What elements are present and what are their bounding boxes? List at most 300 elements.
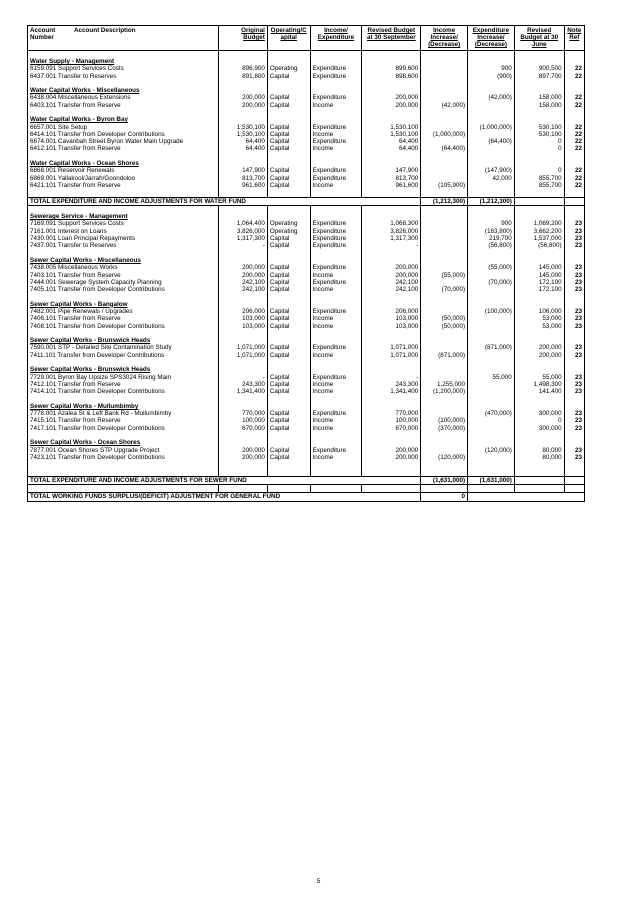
revised-budget-june: 855,700 <box>514 182 564 189</box>
header-income-expenditure: Income/ Expenditure <box>310 26 362 51</box>
income-expenditure: Expenditure <box>310 264 362 271</box>
table-row <box>28 381 585 388</box>
note-ref: 23 <box>564 279 584 286</box>
expenditure-change <box>468 352 515 359</box>
operating-capital: Capital <box>267 388 310 395</box>
sewer-total-income: (1,631,000) <box>421 476 468 484</box>
operating-capital: Capital <box>267 167 310 174</box>
empty-cell <box>421 87 468 94</box>
revised-budget-september: 64,400 <box>362 145 421 152</box>
income-change: (55,000) <box>421 272 468 279</box>
note-ref: 23 <box>564 410 584 417</box>
revised-budget-june: 80,000 <box>514 447 564 454</box>
header-account-description: Account Description <box>74 27 136 34</box>
operating-capital: Capital <box>267 279 310 286</box>
expenditure-change: 219,700 <box>468 235 515 242</box>
empty-cell <box>514 403 564 410</box>
empty-cell <box>362 116 421 123</box>
operating-capital: Capital <box>267 138 310 145</box>
income-expenditure: Expenditure <box>310 138 362 145</box>
section-title: Sewer Capital Works - Miscellaneous <box>28 257 219 264</box>
account-description: 7444.001 Sewerage System Capacity Planning <box>28 279 219 286</box>
income-change <box>421 138 468 145</box>
income-expenditure: Expenditure <box>310 73 362 80</box>
income-expenditure: Income <box>310 272 362 279</box>
header-operating-capital: Operating/Capital <box>267 26 310 51</box>
section-title: Sewer Capital Works - Mullumbimby <box>28 403 219 410</box>
water-total-section <box>28 197 585 205</box>
table-row <box>28 454 585 461</box>
original-budget: 64,400 <box>219 138 268 145</box>
revised-budget-june: (56,800) <box>514 242 564 249</box>
operating-capital: Operating <box>267 220 310 227</box>
empty-cell <box>310 366 362 373</box>
income-change: (100,000) <box>421 417 468 424</box>
operating-capital: Capital <box>267 447 310 454</box>
revised-budget-june: 53,000 <box>514 315 564 322</box>
note-ref: 23 <box>564 323 584 330</box>
revised-budget-june: 106,000 <box>514 308 564 315</box>
note-ref: 23 <box>564 344 584 351</box>
income-change <box>421 279 468 286</box>
operating-capital: Capital <box>267 264 310 271</box>
empty-cell <box>468 337 515 344</box>
table-row <box>28 323 585 330</box>
empty-cell <box>362 337 421 344</box>
revised-budget-september: 961,600 <box>362 182 421 189</box>
original-budget: 1,064,400 <box>219 220 268 227</box>
account-description: 7414.101 Transfer from Developer Contributions <box>28 388 219 395</box>
revised-budget-september: 898,600 <box>362 73 421 80</box>
income-change <box>421 228 468 235</box>
revised-budget-september: - <box>362 242 421 249</box>
table-header <box>28 26 585 51</box>
income-change <box>421 308 468 315</box>
original-budget: 813,700 <box>219 175 268 182</box>
original-budget: 3,826,000 <box>219 228 268 235</box>
revised-budget-september: 1,071,000 <box>362 344 421 351</box>
account-description: 6414.101 Transfer from Developer Contributions <box>28 131 219 138</box>
spacer-row <box>28 461 585 468</box>
empty-cell <box>421 403 468 410</box>
note-ref: 22 <box>564 145 584 152</box>
original-budget: 200,000 <box>219 102 268 109</box>
revised-budget-june: 900,500 <box>514 65 564 72</box>
income-expenditure: Expenditure <box>310 447 362 454</box>
income-change <box>421 374 468 381</box>
income-change: (50,000) <box>421 315 468 322</box>
table-row <box>28 352 585 359</box>
table-row <box>28 131 585 138</box>
revised-budget-september: 243,300 <box>362 381 421 388</box>
revised-budget-september: 813,700 <box>362 175 421 182</box>
spacer-row <box>28 80 585 87</box>
note-ref: 23 <box>564 388 584 395</box>
income-change <box>421 167 468 174</box>
note-ref: 23 <box>564 425 584 432</box>
header-income-change: Income Increase/ (Decrease) <box>421 26 468 51</box>
note-ref: 22 <box>564 102 584 109</box>
empty-cell <box>421 160 468 167</box>
empty-cell <box>219 257 268 264</box>
empty-cell <box>564 116 584 123</box>
expenditure-change <box>468 286 515 293</box>
empty-cell <box>267 87 310 94</box>
note-ref: 22 <box>564 182 584 189</box>
income-expenditure: Income <box>310 131 362 138</box>
note-ref: 23 <box>564 242 584 249</box>
empty-cell <box>219 366 268 373</box>
expenditure-change <box>468 102 515 109</box>
revised-budget-june: 855,700 <box>514 175 564 182</box>
revised-budget-june: 200,000 <box>514 352 564 359</box>
income-change: (42,000) <box>421 102 468 109</box>
revised-budget-september: 200,000 <box>362 264 421 271</box>
expenditure-change <box>468 425 515 432</box>
empty-cell <box>362 160 421 167</box>
section-title: Water Capital Works - Ocean Shores <box>28 160 219 167</box>
original-budget: 1,071,000 <box>219 352 268 359</box>
note-ref: 23 <box>564 454 584 461</box>
account-description: 7415.101 Transfer from Reserve <box>28 417 219 424</box>
header-original-budget: Original Budget <box>219 26 268 51</box>
section-heading-row <box>28 403 585 410</box>
income-expenditure: Income <box>310 425 362 432</box>
original-budget: 1,341,400 <box>219 388 268 395</box>
revised-budget-september: 899,600 <box>362 65 421 72</box>
revised-budget-june: 1,537,000 <box>514 235 564 242</box>
account-description: 7437.001 Transfer to Reserves <box>28 242 219 249</box>
revised-budget-june: 145,000 <box>514 264 564 271</box>
revised-budget-september: 103,000 <box>362 315 421 322</box>
empty-cell <box>564 301 584 308</box>
revised-budget-september: 100,000 <box>362 417 421 424</box>
income-change: (871,000) <box>421 352 468 359</box>
note-ref: 23 <box>564 352 584 359</box>
operating-capital: Capital <box>267 417 310 424</box>
spacer-row <box>28 153 585 160</box>
sewer-total-label: TOTAL EXPENDITURE AND INCOME ADJUSTMENTS FOR SEWER FUND <box>28 476 421 484</box>
empty-cell <box>267 58 310 65</box>
empty-cell <box>421 366 468 373</box>
original-budget: 64,400 <box>219 145 268 152</box>
original-budget: 147,900 <box>219 167 268 174</box>
spacer-row <box>28 109 585 116</box>
water-fund-section <box>28 50 585 197</box>
income-change <box>421 242 468 249</box>
empty-cell <box>514 337 564 344</box>
original-budget: 961,600 <box>219 182 268 189</box>
spacer-row <box>28 330 585 337</box>
income-expenditure: Expenditure <box>310 308 362 315</box>
note-ref: 23 <box>564 447 584 454</box>
table-row <box>28 228 585 235</box>
section-title: Sewerage Service - Management <box>28 213 219 220</box>
empty-cell <box>421 213 468 220</box>
empty-cell <box>421 439 468 446</box>
account-description: 7430.001 Loan Principal Repayments <box>28 235 219 242</box>
table-row <box>28 65 585 72</box>
budget-adjustments-table <box>27 25 585 502</box>
section-heading-row <box>28 439 585 446</box>
empty-cell <box>421 337 468 344</box>
income-expenditure: Expenditure <box>310 344 362 351</box>
revised-budget-september: 1,530,100 <box>362 124 421 131</box>
revised-budget-june: 300,000 <box>514 425 564 432</box>
table-row <box>28 447 585 454</box>
revised-budget-september: 200,000 <box>362 102 421 109</box>
revised-budget-september: - <box>362 374 421 381</box>
empty-cell <box>564 160 584 167</box>
account-description: 6437.001 Transfer to Reserves <box>28 73 219 80</box>
income-expenditure: Income <box>310 102 362 109</box>
account-description: 6868.001 Reservoir Renewals <box>28 167 219 174</box>
empty-cell <box>219 160 268 167</box>
operating-capital: Capital <box>267 308 310 315</box>
original-budget: 1,530,100 <box>219 131 268 138</box>
operating-capital: Capital <box>267 73 310 80</box>
account-description: 7403.101 Transfer from Reserve <box>28 272 219 279</box>
original-budget: 103,000 <box>219 315 268 322</box>
revised-budget-september: 1,071,000 <box>362 352 421 359</box>
account-description: 7169.091 Support Services Costs <box>28 220 219 227</box>
operating-capital: Capital <box>267 102 310 109</box>
spacer-row <box>28 293 585 300</box>
expenditure-change <box>468 323 515 330</box>
empty-cell <box>421 116 468 123</box>
table-row <box>28 175 585 182</box>
section-heading-row <box>28 337 585 344</box>
empty-cell <box>564 257 584 264</box>
income-change: (70,000) <box>421 286 468 293</box>
operating-capital: Capital <box>267 235 310 242</box>
note-ref: 23 <box>564 264 584 271</box>
income-expenditure: Income <box>310 323 362 330</box>
note-ref: 23 <box>564 417 584 424</box>
account-description: 7161.001 Interest on Loans <box>28 228 219 235</box>
expenditure-change: 55,000 <box>468 374 515 381</box>
empty-cell <box>514 301 564 308</box>
empty-cell <box>267 403 310 410</box>
table-row <box>28 272 585 279</box>
income-expenditure: Income <box>310 417 362 424</box>
section-title: Sewer Capital Works - Brunswick Heads <box>28 337 219 344</box>
account-description: 7408.101 Transfer from Developer Contributions <box>28 323 219 330</box>
revised-budget-september: 770,000 <box>362 410 421 417</box>
income-expenditure: Expenditure <box>310 374 362 381</box>
income-expenditure: Expenditure <box>310 65 362 72</box>
empty-cell <box>514 257 564 264</box>
expenditure-change: 900 <box>468 65 515 72</box>
expenditure-change: (56,800) <box>468 242 515 249</box>
original-budget: 1,530,100 <box>219 124 268 131</box>
revised-budget-september: 242,100 <box>362 286 421 293</box>
operating-capital: Capital <box>267 374 310 381</box>
revised-budget-june: 0 <box>514 145 564 152</box>
operating-capital: Capital <box>267 242 310 249</box>
expenditure-change: (1,000,000) <box>468 124 515 131</box>
empty-cell <box>219 403 268 410</box>
revised-budget-september: 64,400 <box>362 138 421 145</box>
empty-cell <box>514 366 564 373</box>
income-expenditure: Expenditure <box>310 175 362 182</box>
empty-cell <box>362 366 421 373</box>
empty-cell <box>468 160 515 167</box>
revised-budget-june: 1,498,300 <box>514 381 564 388</box>
income-expenditure: Income <box>310 182 362 189</box>
revised-budget-september: 1,530,100 <box>362 131 421 138</box>
empty-cell <box>564 439 584 446</box>
operating-capital: Operating <box>267 65 310 72</box>
revised-budget-september: 670,000 <box>362 425 421 432</box>
empty-cell <box>267 160 310 167</box>
income-change <box>421 264 468 271</box>
empty-cell <box>219 58 268 65</box>
revised-budget-september: 1,317,300 <box>362 235 421 242</box>
empty-cell <box>362 403 421 410</box>
account-description: 6421.101 Transfer from Reserve <box>28 182 219 189</box>
revised-budget-september: 3,826,000 <box>362 228 421 235</box>
header-account <box>28 26 219 51</box>
operating-capital: Capital <box>267 124 310 131</box>
header-account-number: Account Number <box>30 27 56 42</box>
empty-cell <box>564 403 584 410</box>
operating-capital: Operating <box>267 228 310 235</box>
original-budget: - <box>219 374 268 381</box>
note-ref: 23 <box>564 315 584 322</box>
account-description: 7590.001 STP - Detailed Site Contamination Study <box>28 344 219 351</box>
spacer-row <box>28 432 585 439</box>
operating-capital: Capital <box>267 175 310 182</box>
section-heading-row <box>28 116 585 123</box>
income-change <box>421 124 468 131</box>
original-budget: 206,000 <box>219 308 268 315</box>
account-description: 6403.101 Transfer from Reserve <box>28 102 219 109</box>
sewer-total-row <box>28 476 585 484</box>
revised-budget-june: 530,100 <box>514 124 564 131</box>
revised-budget-june: 158,000 <box>514 94 564 101</box>
section-title: Water Supply - Management <box>28 58 219 65</box>
empty-cell <box>468 403 515 410</box>
expenditure-change: (147,900) <box>468 167 515 174</box>
table-row <box>28 124 585 131</box>
income-expenditure: Expenditure <box>310 279 362 286</box>
expenditure-change <box>468 417 515 424</box>
original-budget: 200,000 <box>219 447 268 454</box>
operating-capital: Capital <box>267 315 310 322</box>
empty-cell <box>468 213 515 220</box>
revised-budget-september: 206,000 <box>362 308 421 315</box>
expenditure-change: (100,000) <box>468 308 515 315</box>
empty-cell <box>468 116 515 123</box>
revised-budget-june: 158,000 <box>514 102 564 109</box>
income-expenditure: Income <box>310 352 362 359</box>
empty-cell <box>267 439 310 446</box>
empty-cell <box>564 87 584 94</box>
header-expenditure-change: Expenditure Increase/ (Decrease) <box>468 26 515 51</box>
original-budget: 242,100 <box>219 279 268 286</box>
revised-budget-june: 200,000 <box>514 344 564 351</box>
income-change <box>421 410 468 417</box>
income-expenditure: Income <box>310 381 362 388</box>
empty-cell <box>514 213 564 220</box>
empty-cell <box>310 87 362 94</box>
empty-cell <box>564 58 584 65</box>
expenditure-change <box>468 454 515 461</box>
empty-cell <box>564 366 584 373</box>
spacer-row <box>28 396 585 403</box>
empty-cell <box>267 337 310 344</box>
operating-capital: Capital <box>267 272 310 279</box>
revised-budget-june: 0 <box>514 417 564 424</box>
expenditure-change: (120,000) <box>468 447 515 454</box>
expenditure-change: 42,000 <box>468 175 515 182</box>
original-budget: 770,000 <box>219 410 268 417</box>
operating-capital: Capital <box>267 352 310 359</box>
note-ref: 22 <box>564 175 584 182</box>
expenditure-change <box>468 272 515 279</box>
section-title: Sewer Capital Works - Brunswick Heads <box>28 366 219 373</box>
table-row <box>28 102 585 109</box>
revised-budget-june: 0 <box>514 138 564 145</box>
note-ref: 23 <box>564 286 584 293</box>
original-budget: 200,000 <box>219 264 268 271</box>
empty-cell <box>267 116 310 123</box>
income-expenditure: Expenditure <box>310 220 362 227</box>
empty-cell <box>219 337 268 344</box>
income-expenditure: Expenditure <box>310 242 362 249</box>
expenditure-change: (64,400) <box>468 138 515 145</box>
table-row <box>28 410 585 417</box>
expenditure-change: (55,000) <box>468 264 515 271</box>
revised-budget-june: 145,000 <box>514 272 564 279</box>
sewer-fund-section <box>28 205 585 468</box>
table-row <box>28 417 585 424</box>
revised-budget-september: 200,000 <box>362 447 421 454</box>
spacer-row <box>28 359 585 366</box>
note-ref: 23 <box>564 228 584 235</box>
income-change <box>421 344 468 351</box>
original-budget: 100,000 <box>219 417 268 424</box>
expenditure-change: 900 <box>468 220 515 227</box>
revised-budget-june: 0 <box>514 167 564 174</box>
section-heading-row <box>28 213 585 220</box>
revised-budget-june: 172,100 <box>514 279 564 286</box>
original-budget: 200,000 <box>219 272 268 279</box>
income-change <box>421 175 468 182</box>
income-expenditure: Expenditure <box>310 228 362 235</box>
revised-budget-september: 242,100 <box>362 279 421 286</box>
empty-cell <box>219 116 268 123</box>
income-change: (1,000,000) <box>421 131 468 138</box>
revised-budget-september: 103,000 <box>362 323 421 330</box>
section-heading-row <box>28 301 585 308</box>
empty-cell <box>310 213 362 220</box>
operating-capital: Capital <box>267 286 310 293</box>
empty-cell <box>310 160 362 167</box>
page-number: 5 <box>316 878 321 885</box>
empty-cell <box>310 439 362 446</box>
note-ref: 22 <box>564 65 584 72</box>
income-expenditure: Income <box>310 315 362 322</box>
expenditure-change: (70,000) <box>468 279 515 286</box>
section-heading-row <box>28 257 585 264</box>
original-budget: 200,000 <box>219 94 268 101</box>
account-description: 7438.005 Miscellaneous Works <box>28 264 219 271</box>
original-budget: 670,000 <box>219 425 268 432</box>
expenditure-change <box>468 388 515 395</box>
note-ref: 22 <box>564 94 584 101</box>
